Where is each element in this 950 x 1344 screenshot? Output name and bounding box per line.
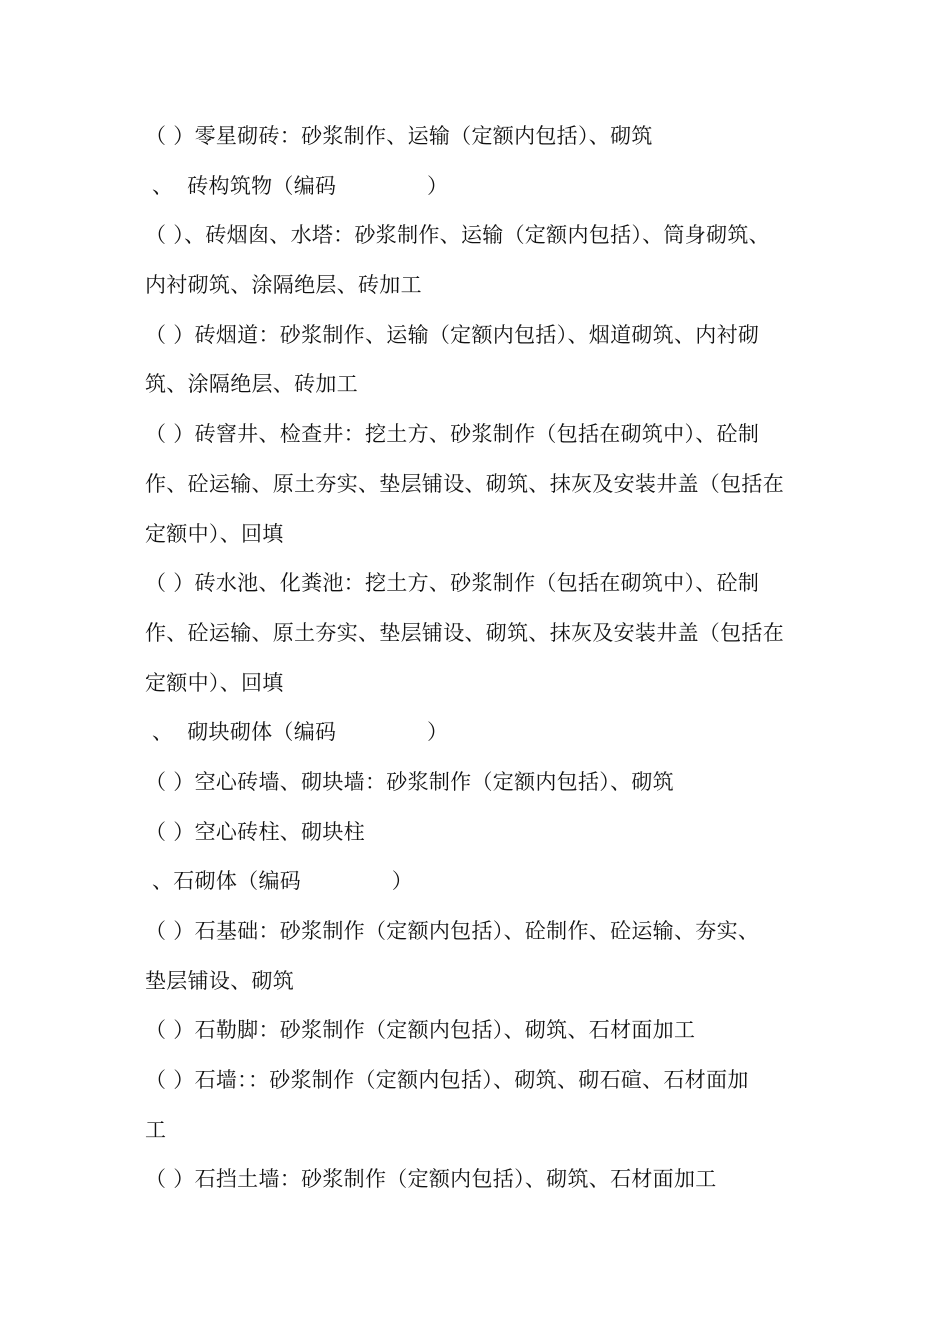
text-line: （ ）石基础：砂浆制作（定额内包括）、砼制作、砼运输、夯实、 bbox=[145, 919, 760, 943]
text-line: （ ）、砖烟囱、水塔：砂浆制作、运输（定额内包括）、筒身砌筑、 bbox=[145, 223, 770, 248]
text-line: 作、砼运输、原土夯实、垫层铺设、砌筑、抹灰及安装井盖（包括在 bbox=[145, 471, 784, 496]
text-line: （ ）砖烟道：砂浆制作、运输（定额内包括）、烟道砌筑、内衬砌 bbox=[145, 322, 760, 347]
text-line: （ ）石挡土墙：砂浆制作（定额内包括）、砌筑、石材面加工 bbox=[145, 1167, 717, 1192]
text-line: 工 bbox=[145, 1117, 167, 1142]
text-line: （ ）石勒脚：砂浆制作（定额内包括）、砌筑、石材面加工 bbox=[145, 1018, 696, 1043]
text-line: （ ）石墙：：砂浆制作（定额内包括）、砌筑、砌石碹、石材面加 bbox=[145, 1068, 749, 1093]
text-line: 筑、涂隔绝层、砖加工 bbox=[145, 372, 358, 397]
text-line: （ ）空心砖墙、砌块墙：砂浆制作（定额内包括）、砌筑 bbox=[145, 769, 674, 794]
text-line: 定额中）、回填 bbox=[145, 521, 284, 546]
text-line: （ ）砖水池、化粪池：挖土方、砂浆制作（包括在砌筑中）、砼制 bbox=[145, 571, 760, 596]
section-heading: 、石砌体（编码 ） bbox=[145, 869, 414, 894]
text-line: 定额中）、回填 bbox=[145, 670, 284, 695]
section-heading: 、 砖构筑物（编码 ） bbox=[145, 173, 449, 198]
text-line: （ ）砖窨井、检查井：挖土方、砂浆制作（包括在砌筑中）、砼制 bbox=[145, 422, 760, 447]
text-line: 内衬砌筑、涂隔绝层、砖加工 bbox=[145, 273, 422, 298]
text-line: 垫层铺设、砌筑 bbox=[145, 968, 295, 993]
text-line: （ ）零星砌砖：砂浆制作、运输（定额内包括）、砌筑 bbox=[145, 124, 653, 148]
text-line: 作、砼运输、原土夯实、垫层铺设、砌筑、抹灰及安装井盖（包括在 bbox=[145, 620, 784, 645]
text-line: （ ）空心砖柱、砌块柱 bbox=[145, 819, 365, 844]
section-heading: 、 砌块砌体（编码 ） bbox=[145, 720, 449, 745]
document-body bbox=[145, 114, 825, 1207]
